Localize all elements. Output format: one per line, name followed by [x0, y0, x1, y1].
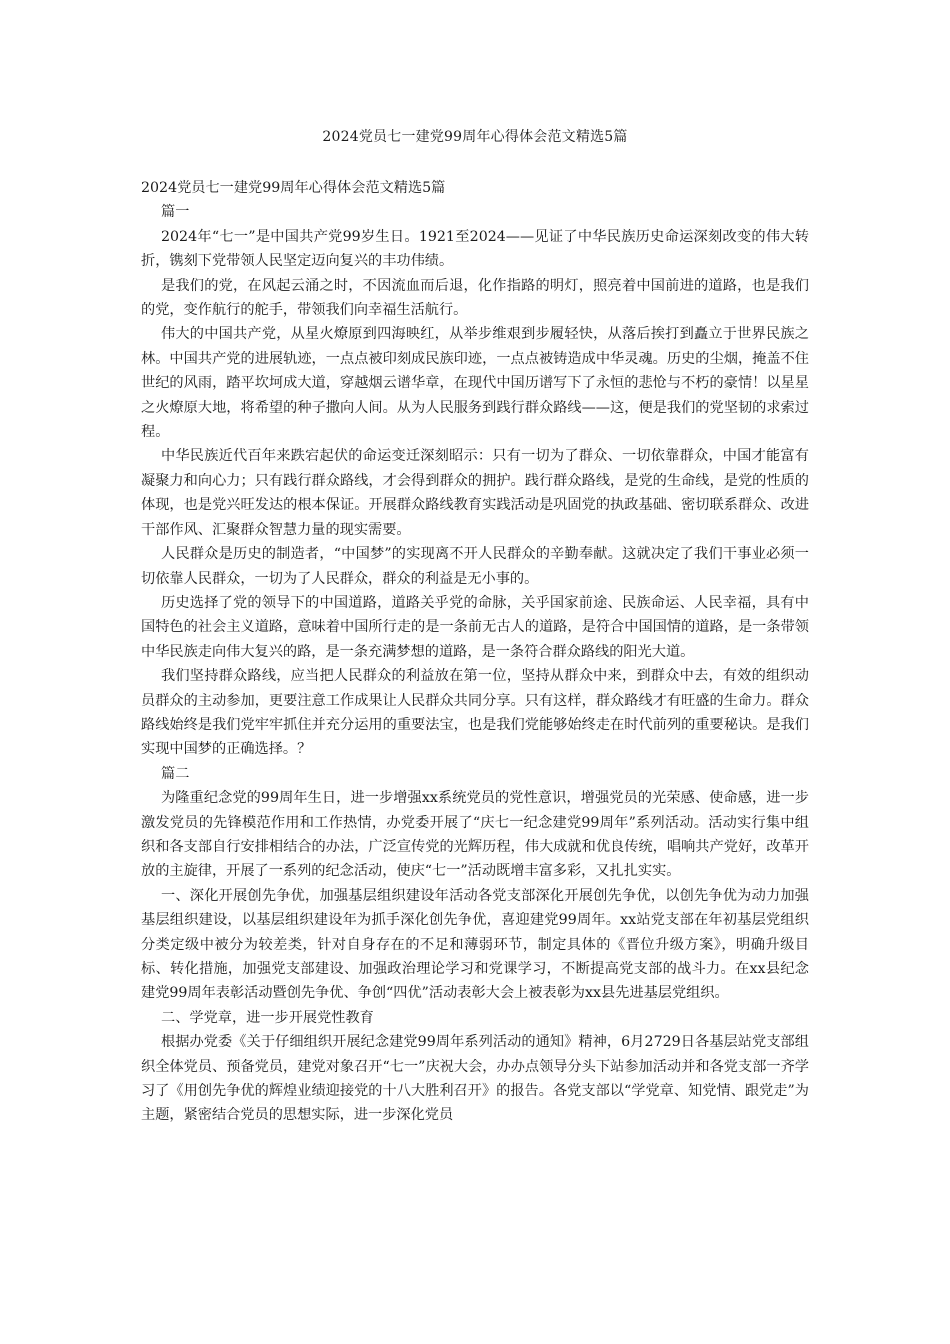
document-title: 2024党员七一建党99周年心得体会范文精选5篇 [322, 129, 628, 145]
paragraph: 为隆重纪念党的99周年生日，进一步增强xx系统党员的党性意识，增强党员的光荣感、使命感，进一步激发党员的先锋模范作用和工作热情，办党委开展了“庆七一纪念建党99周年”系列活动。活动实行集中组织和各支部自行安排相结合的办法，广泛宣传党的光辉历程，伟大成就和优良传统，唱响共产党好，改革开放的主旋律，开展了一系列的纪念活动，使庆“七一”活动既增丰富多彩，又扎扎实实。 [141, 790, 809, 880]
paragraph: 我们坚持群众路线，应当把人民群众的利益放在第一位，坚持从群众中来，到群众中去，有效的组织动员群众的主动参加，更要注意工作成果让人民群众共同分享。只有这样，群众路线才有旺盛的生命力。群众路线始终是我们党牢牢抓住并充分运用的重要法宝，也是我们党能够始终走在时代前列的重要秘诀。是我们实现中国梦的正确选择。？ [141, 668, 809, 758]
body-heading: 2024党员七一建党99周年心得体会范文精选5篇 [141, 180, 446, 196]
section-label-2: 篇二 [161, 765, 190, 782]
paragraph: 一、深化开展创先争优，加强基层组织建设年活动各党支部深化开展创先争优，以创先争优为动力加强基层组织建设，以基层组织建设年为抓手深化创先争优，喜迎建党99周年。xx站党支部在年初基层党组织分类定级中被分为较差类，针对自身存在的不足和薄弱环节，制定具体的《晋位升级方案》，明确升级目标、转化措施，加强党支部建设、加强政治理论学习和党课学习，不断提高党支部的战斗力。在xx县纪念建党99周年表彰活动暨创先争优、争创“四优”活动表彰大会上被表彰为xx县先进基层党组织。 [141, 887, 809, 1002]
subsection-heading: 二、学党章，进一步开展党性教育 [161, 1009, 374, 1026]
paragraph: 伟大的中国共产党，从星火燎原到四海映红，从举步维艰到步履轻快，从落后挨打到矗立于世界民族之林。中国共产党的进展轨迹，一点点被印刻成民族印迹，一点点被铸造成中华灵魂。历史的尘烟，掩盖不住世纪的风雨，踏平坎坷成大道，穿越烟云谱华章，在现代中国历谱写下了永恒的悲怆与不朽的豪情！以星星之火燎原大地，将希望的种子撒向人间。从为人民服务到践行群众路线——这，便是我们的党坚韧的求索过程。 [141, 326, 809, 441]
section-label-1: 篇一 [161, 204, 190, 221]
paragraph: 2024年“七一”是中国共产党99岁生日。1921至2024——见证了中华民族历史命运深刻改变的伟大转折，镌刻下党带领人民坚定迈向复兴的丰功伟绩。 [141, 228, 809, 270]
document-body [141, 176, 809, 1128]
paragraph: 人民群众是历史的制造者，“中国梦”的实现离不开人民群众的辛勤奉献。这就决定了我们干事业必须一切依靠人民群众，一切为了人民群众，群众的利益是无小事的。 [141, 546, 809, 587]
paragraph: 历史选择了党的领导下的中国道路，道路关乎党的命脉，关乎国家前途、民族命运、人民幸福，具有中国特色的社会主义道路，意味着中国所行走的是一条前无古人的道路，是符合中国国情的道路，是一条带领中华民族走向伟大复兴的路，是一条充满梦想的道路，是一条符合群众路线的阳光大道。 [141, 594, 809, 660]
paragraph: 中华民族近代百年来跌宕起伏的命运变迁深刻昭示：只有一切为了群众、一切依靠群众，中国才能富有凝聚力和向心力；只有践行群众路线，才会得到群众的拥护。践行群众路线，是党的生命线，是党的性质的体现，也是党兴旺发达的根本保证。开展群众路线教育实践活动是巩固党的执政基础、密切联系群众、改进干部作风、汇聚群众智慧力量的现实需要。 [141, 448, 809, 538]
paragraph: 是我们的党，在风起云涌之时，不因流血而后退，化作指路的明灯，照亮着中国前进的道路，也是我们的党，变作航行的舵手，带领我们向幸福生活航行。 [141, 277, 809, 319]
paragraph: 根据办党委《关于仔细组织开展纪念建党99周年系列活动的通知》精神，6月2729日各基层站党支部组织全体党员、预备党员，建党对象召开“七一”庆祝大会，办办点领导分头下站参加活动并和各党支部一齐学习了《用创先争优的辉煌业绩迎接党的十八大胜利召开》的报告。各党支部以“学党章、知党情、跟党走”为主题，紧密结合党员的思想实际，进一步深化党员 [141, 1034, 809, 1124]
